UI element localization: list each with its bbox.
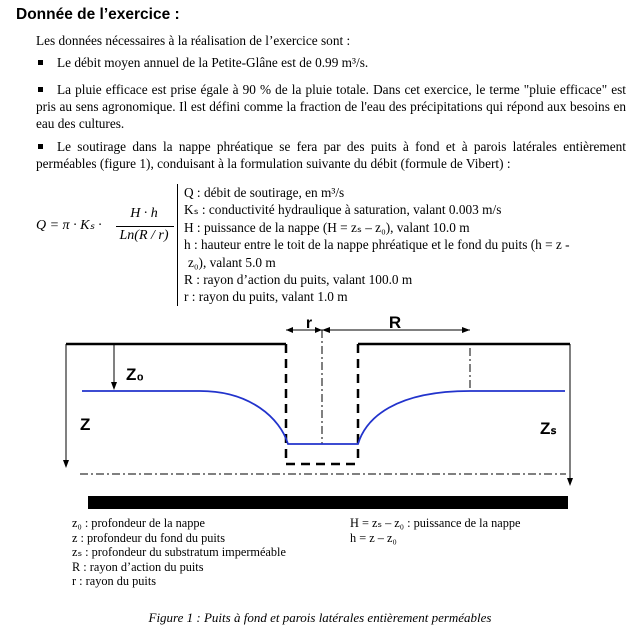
bullet-square-icon bbox=[38, 87, 43, 92]
arrow-head-icon bbox=[315, 327, 322, 333]
variable-definitions bbox=[184, 184, 624, 306]
legend-line: h = z – z₀ bbox=[350, 530, 397, 545]
definition-line: R : rayon d’action du puits, valant 100.0 m bbox=[184, 272, 413, 288]
legend-line: zₛ : profondeur du substratum imperméable bbox=[72, 545, 286, 560]
bullet-text: La pluie efficace est prise égale à 90 % de la pluie totale. Dans cet exercice, le terme "pluie efficace" est pris au sens agronomique. Il est défini comme la fraction de l'eau des précipitations qui répond aux besoins en eau des cultures. bbox=[36, 82, 626, 131]
definition-line: r : rayon du puits, valant 1.0 m bbox=[184, 289, 348, 305]
well-diagram bbox=[0, 308, 640, 518]
arrow-head-icon bbox=[567, 478, 573, 486]
figure-caption: Figure 1 : Puits à fond et parois latérales entièrement perméables bbox=[148, 610, 492, 625]
vibert-formula bbox=[36, 204, 180, 262]
definition-line: H : puissance de la nappe (H = zₛ – z₀), valant 10.0 m bbox=[184, 219, 470, 235]
legend-right bbox=[350, 516, 521, 545]
arrow-head-icon bbox=[111, 382, 117, 390]
definition-line: Kₛ : conductivité hydraulique à saturation, valant 0.003 m/s bbox=[184, 202, 502, 218]
label-z: Z bbox=[80, 415, 91, 434]
legend-line: R : rayon d’action du puits bbox=[72, 559, 204, 574]
legend-left bbox=[72, 516, 286, 589]
label-r: r bbox=[305, 315, 313, 332]
definition-line: h : hauteur entre le toit de la nappe phréatique et le fond du puits (h = z - bbox=[184, 237, 570, 253]
bullet-text: Le débit moyen annuel de la Petite-Glâne est de 0.99 m³/s. bbox=[57, 55, 369, 70]
label-z0: Z₀ bbox=[126, 365, 145, 384]
bullet-item-flow bbox=[36, 54, 626, 71]
formula-denominator: Ln(R / r) bbox=[119, 228, 169, 243]
intro-text: Les données nécessaires à la réalisation de l’exercice sont : bbox=[36, 33, 351, 48]
fraction-bar bbox=[116, 226, 174, 227]
definitions-divider bbox=[177, 184, 178, 306]
legend-line: H = zₛ – z₀ : puissance de la nappe bbox=[350, 516, 521, 530]
label-zs: Zₛ bbox=[540, 419, 557, 438]
section-heading: Donnée de l’exercice : bbox=[16, 6, 180, 23]
definition-line: z₀), valant 5.0 m bbox=[188, 254, 276, 270]
bullet-text: Le soutirage dans la nappe phréatique se fera par des puits à fond et à parois latérales entièrement perméables (figure 1), conduisant à la formulation suivante du débit (formule de Vibert) : bbox=[36, 139, 626, 171]
formula-lhs: Q = π · Kₛ · bbox=[36, 218, 102, 233]
bullet-item-pumping bbox=[36, 138, 626, 172]
legend-line: r : rayon du puits bbox=[72, 574, 157, 589]
formula-numerator: H · h bbox=[130, 206, 158, 221]
water-table-line bbox=[82, 391, 565, 444]
bullet-square-icon bbox=[38, 60, 43, 65]
bullet-square-icon bbox=[38, 144, 43, 149]
arrow-head-icon bbox=[286, 327, 293, 333]
label-R: R bbox=[388, 313, 402, 332]
definition-line: Q : débit de soutirage, en m³/s bbox=[184, 185, 345, 200]
impermeable-layer bbox=[88, 496, 568, 509]
arrow-head-icon bbox=[322, 327, 330, 333]
arrow-head-icon bbox=[462, 327, 470, 333]
legend-line: z : profondeur du fond du puits bbox=[72, 530, 226, 545]
legend-line: z₀ : profondeur de la nappe bbox=[72, 516, 206, 530]
arrow-head-icon bbox=[63, 460, 69, 468]
bullet-item-rain bbox=[36, 81, 626, 132]
